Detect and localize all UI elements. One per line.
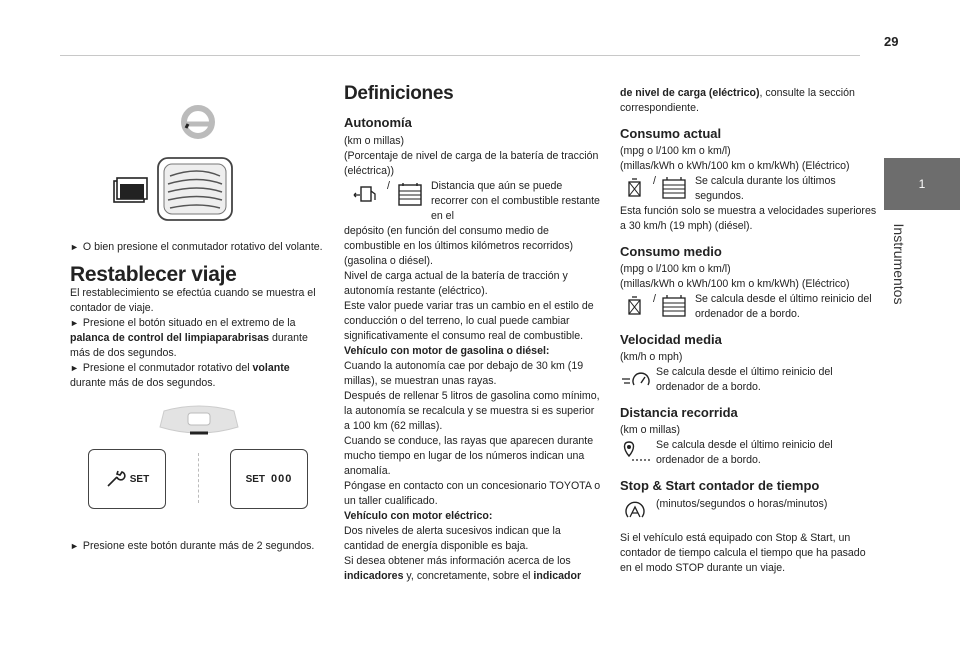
gas-vehicle-heading: Vehículo con motor de gasolina o diésel: (344, 345, 550, 357)
consumo-actual-heading: Consumo actual (620, 126, 722, 141)
autonomy-row: / Distancia que aún se puede recorrer con el combustible restante en el (344, 179, 602, 224)
bullet-arrow-icon: ► (70, 318, 79, 328)
reset-intro: El restablecimiento se efectúa cuando se muestra el contador de viaje. (70, 287, 316, 314)
middle-column: Definiciones Autonomía (km o millas) (Porcentaje de nivel de carga de la batería de tracción (eléctrica)) / Distancia que aún se puede recorrer con el combustible restante en el depósito (en función del consumo medio de combustible en los últimos kilómetros recorridos) (gasolina o diésel). Nivel de carga actual de la batería de tracción y autonomía restante (eléctrico). Este valor puede variar tras un cambio en el estilo de conducción o del terreno, lo cual puede cambiar significativamente el consumo real de combustible. Vehículo con motor de gasolina o diésel: Cuando la autonomía cae por debajo de 30 km (19 millas), se muestran unas rayas. Después de rellenar 5 litros de gasolina como mínimo, la autonomía se recalcula y se muestra si es superior a 100 km (62 millas). Cuando se conduce, las rayas que aparecen durante mucho tiempo en lugar de los números indican una anomalía. Póngase en contacto con un concesionario TOYOTA o un taller cualificado. Vehículo con motor eléctrico: Dos niveles de alerta sucesivos indican que la cantidad de energía disponible es baja. Si desea obtener más información acerca de los indicadores y, concretamente, sobre el indicador (344, 83, 601, 582)
set-counter-button[interactable]: SET 000 (230, 449, 308, 509)
velocidad-media-heading: Velocidad media (620, 332, 722, 347)
battery-consumption-icon (659, 292, 689, 322)
chapter-label: Instrumentos (891, 223, 907, 305)
page-number: 29 (884, 34, 899, 49)
bullet-arrow-icon: ► (70, 363, 79, 373)
steering-rotary-illustration (70, 100, 328, 228)
rotary-switch-icon (158, 158, 232, 220)
set-button-illustration (70, 399, 328, 539)
distancia-recorrida-heading: Distancia recorrida (620, 405, 738, 420)
ev-vehicle-heading: Vehículo con motor eléctrico: (344, 510, 493, 522)
right-column: de nivel de carga (eléctrico), consulte la sección correspondiente. Consumo actual (mpg o l/100 km o km/l) (millas/kWh o kWh/100 km o km/kWh) (Eléctrico) / Se calcula durante los últimos segundos. Esta función solo se muestra a velocidades superiores a 30 km/h (19 mph) (diésel). Consumo medio (mpg o l/100 km o km/l) (millas/kWh o kWh/100 km o km/kWh) (Eléctrico) / Se calcula desde el último reinicio del ordenador de a bordo. Velocidad media (km/h o mph) Se calcula desde el último reinicio del ordenador de a bordo. Distancia recorrida (km o millas) Se calcula desde el último reinicio del ordenador de a bordo. Stop & Start contador de tiempo (minutos/segundos o horas/minutos) Si el vehículo está equipado con Stop & Start, un contador de tiempo calcula el tiempo que ha pasado en el modo STOP durante un viaje. (620, 87, 877, 574)
fuel-gauge-icon (620, 292, 650, 322)
header-rule (60, 55, 860, 56)
button-instruction: Presione este botón durante más de 2 segundos. (82, 540, 315, 552)
divider (198, 453, 200, 503)
stop-start-heading: Stop & Start contador de tiempo (620, 478, 820, 493)
fuel-gauge-icon (620, 174, 650, 204)
definitions-heading: Definiciones (344, 83, 454, 104)
battery-range-icon (393, 179, 427, 211)
wrench-icon (105, 470, 127, 488)
display-screen-icon (114, 178, 147, 202)
bullet-arrow-icon: ► (70, 242, 79, 252)
set-wrench-button[interactable]: SET (88, 449, 166, 509)
stop-start-icon (620, 497, 654, 525)
battery-consumption-icon (659, 174, 689, 204)
autonomia-heading: Autonomía (344, 115, 412, 130)
bullet-arrow-icon: ► (70, 541, 79, 551)
chapter-number: 1 (918, 177, 926, 191)
speedometer-icon (620, 365, 654, 393)
steering-wheel-icon (184, 108, 212, 136)
left-column: ► O bien presione el conmutador rotativo del volante. Restablecer viaje El restablecimiento se efectúa cuando se muestra el contador de viaje. ► Presione el botón situado en el extremo de la palanca de control del limpiaparabrisas durante más de dos segundos. ► Presione el conmutador rotativo del volante durante más de dos segundos. SET SET 000 ► Presione este botón durante más de 2 segundos. (70, 100, 328, 554)
rotary-instruction: O bien presione el conmutador rotativo del volante. (82, 241, 323, 253)
consumo-medio-heading: Consumo medio (620, 244, 722, 259)
fuel-pump-icon (350, 179, 384, 211)
distance-pin-icon (620, 438, 654, 466)
chapter-tab[interactable] (884, 158, 960, 210)
reset-trip-heading: Restablecer viaje (70, 263, 237, 286)
wiper-stalk-icon (154, 403, 244, 439)
